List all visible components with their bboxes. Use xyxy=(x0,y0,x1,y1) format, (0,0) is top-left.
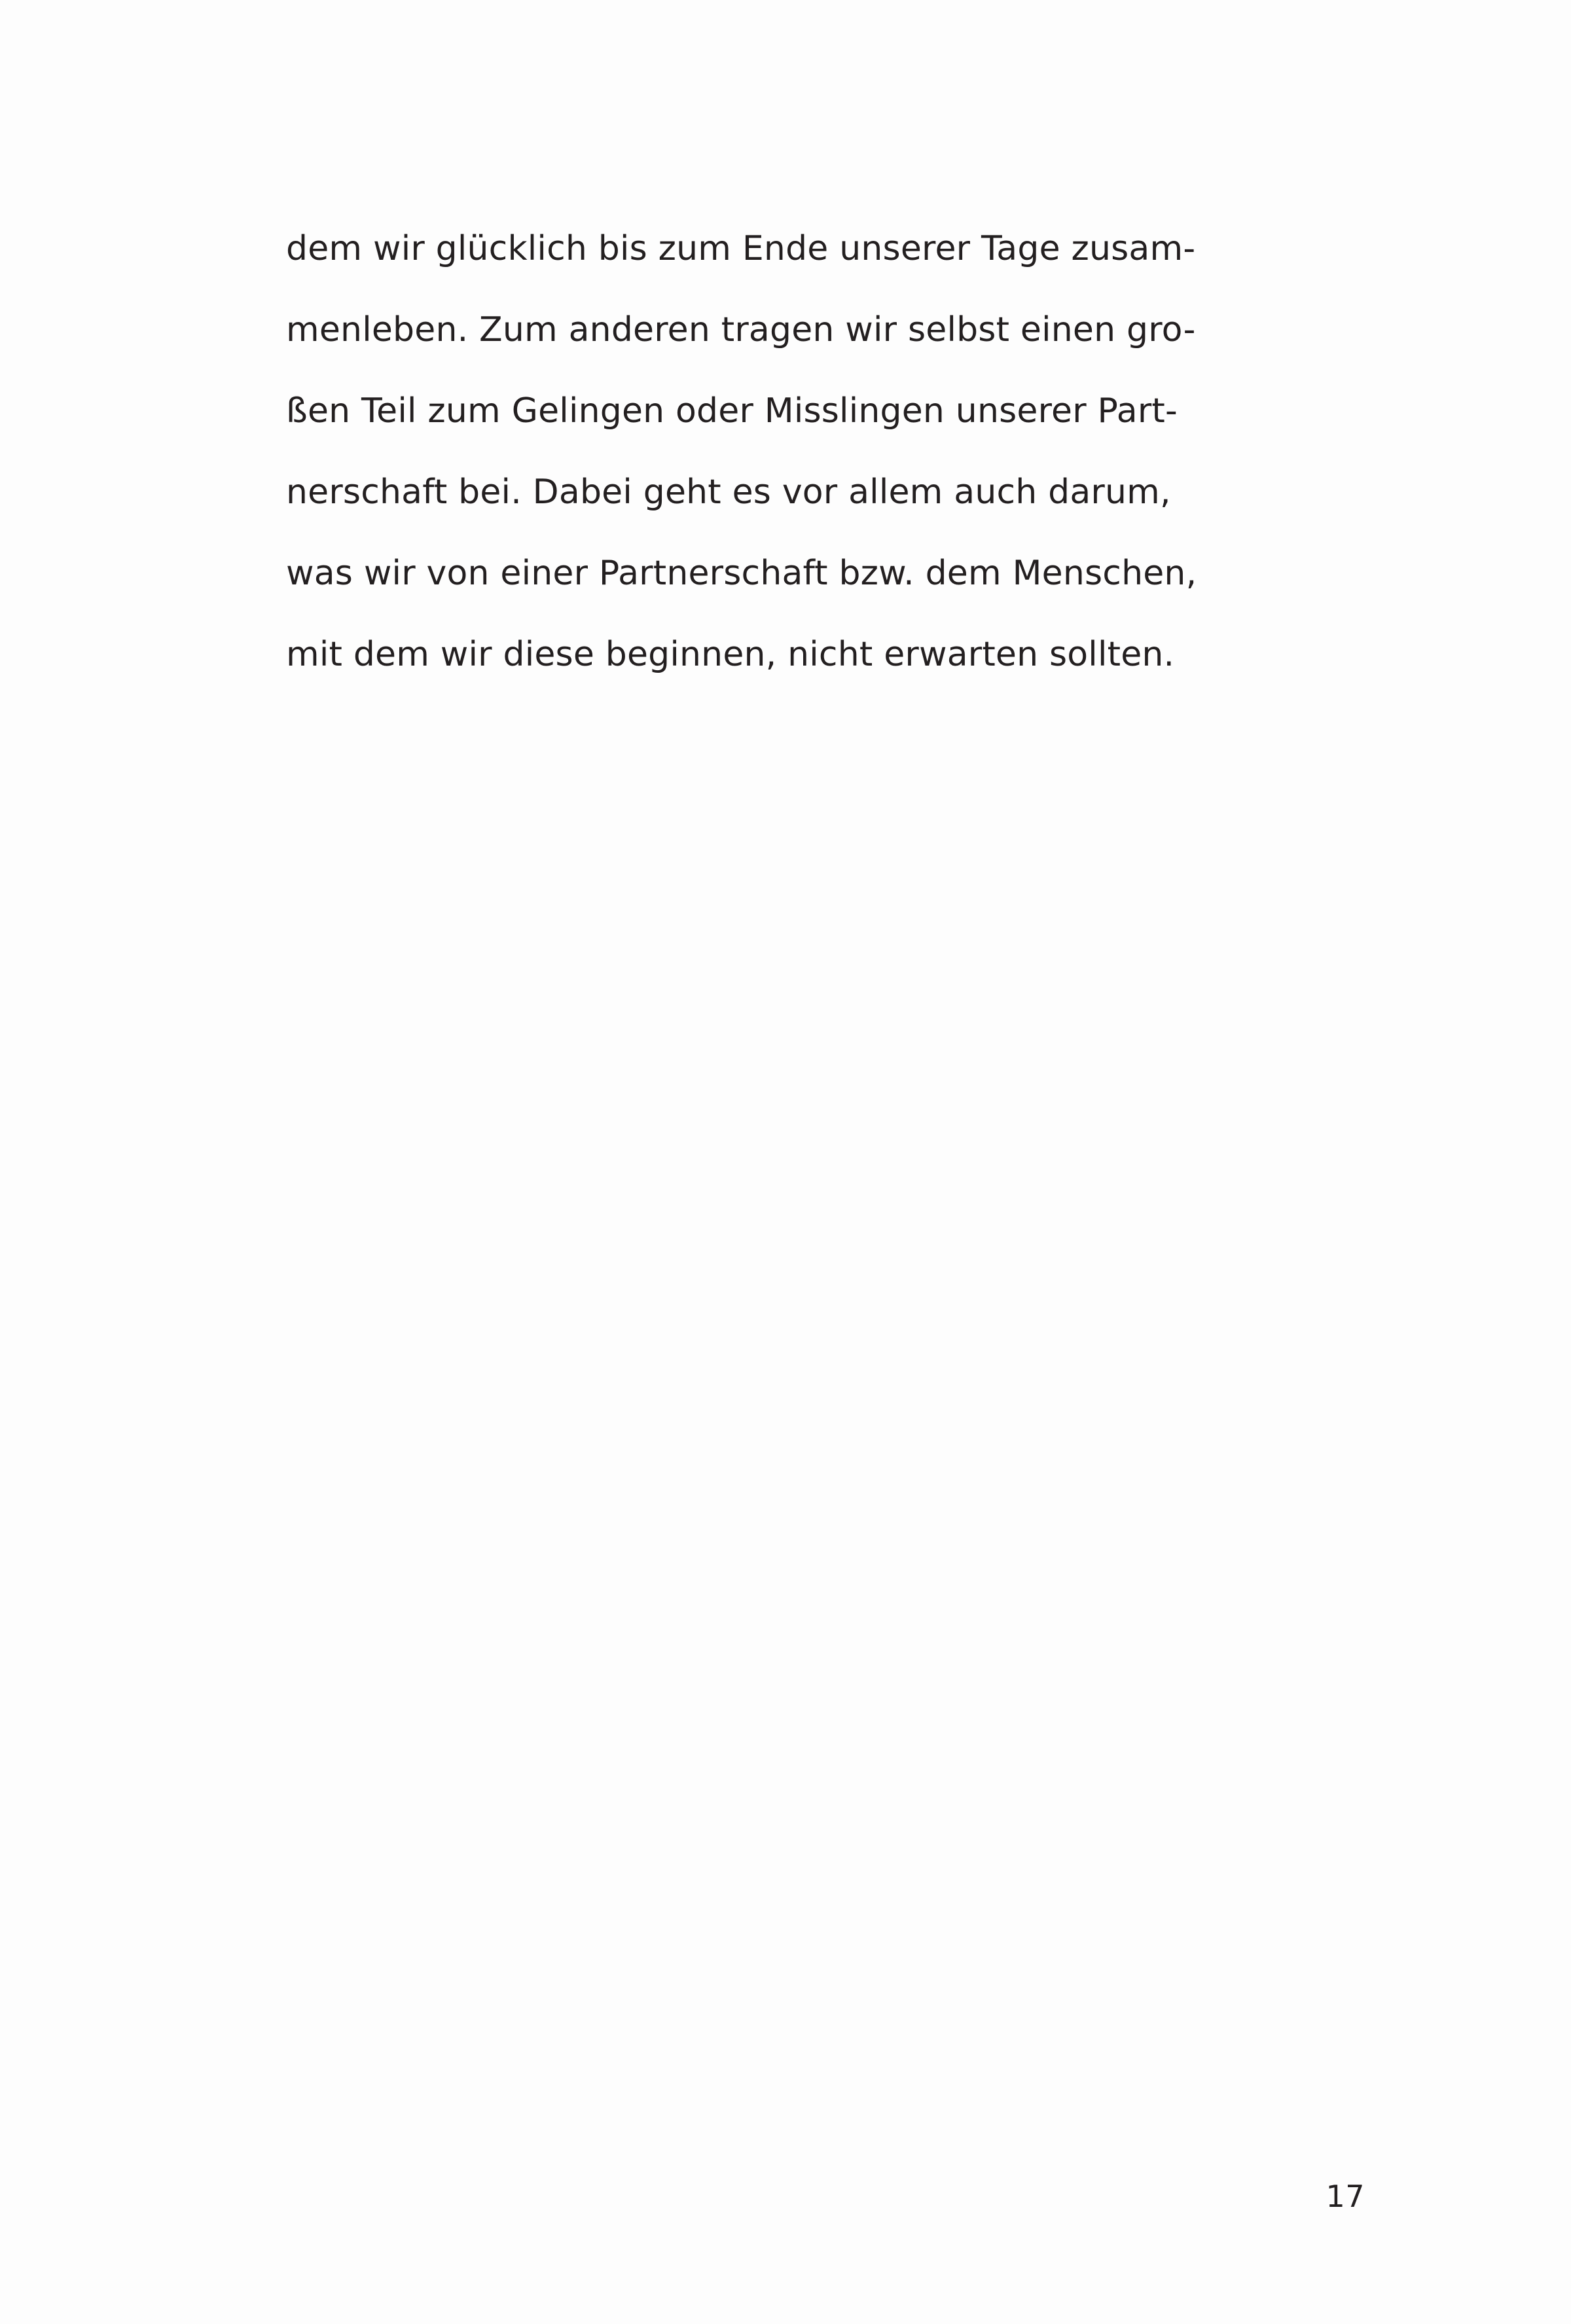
body-line: ßen Teil zum Gelingen oder Misslingen unserer Part- xyxy=(286,391,1178,431)
body-paragraph xyxy=(286,208,1363,695)
page-number: 17 xyxy=(1326,2179,1365,2214)
body-line: mit dem wir diese beginnen, nicht erwarten sollten. xyxy=(286,635,1175,674)
body-line: menleben. Zum anderen tragen wir selbst einen gro- xyxy=(286,310,1196,349)
body-line: dem wir glücklich bis zum Ende unserer Tage zusam- xyxy=(286,229,1196,268)
body-line: was wir von einer Partnerschaft bzw. dem Menschen, xyxy=(286,554,1197,593)
body-line: nerschaft bei. Dabei geht es vor allem auch darum, xyxy=(286,473,1171,512)
